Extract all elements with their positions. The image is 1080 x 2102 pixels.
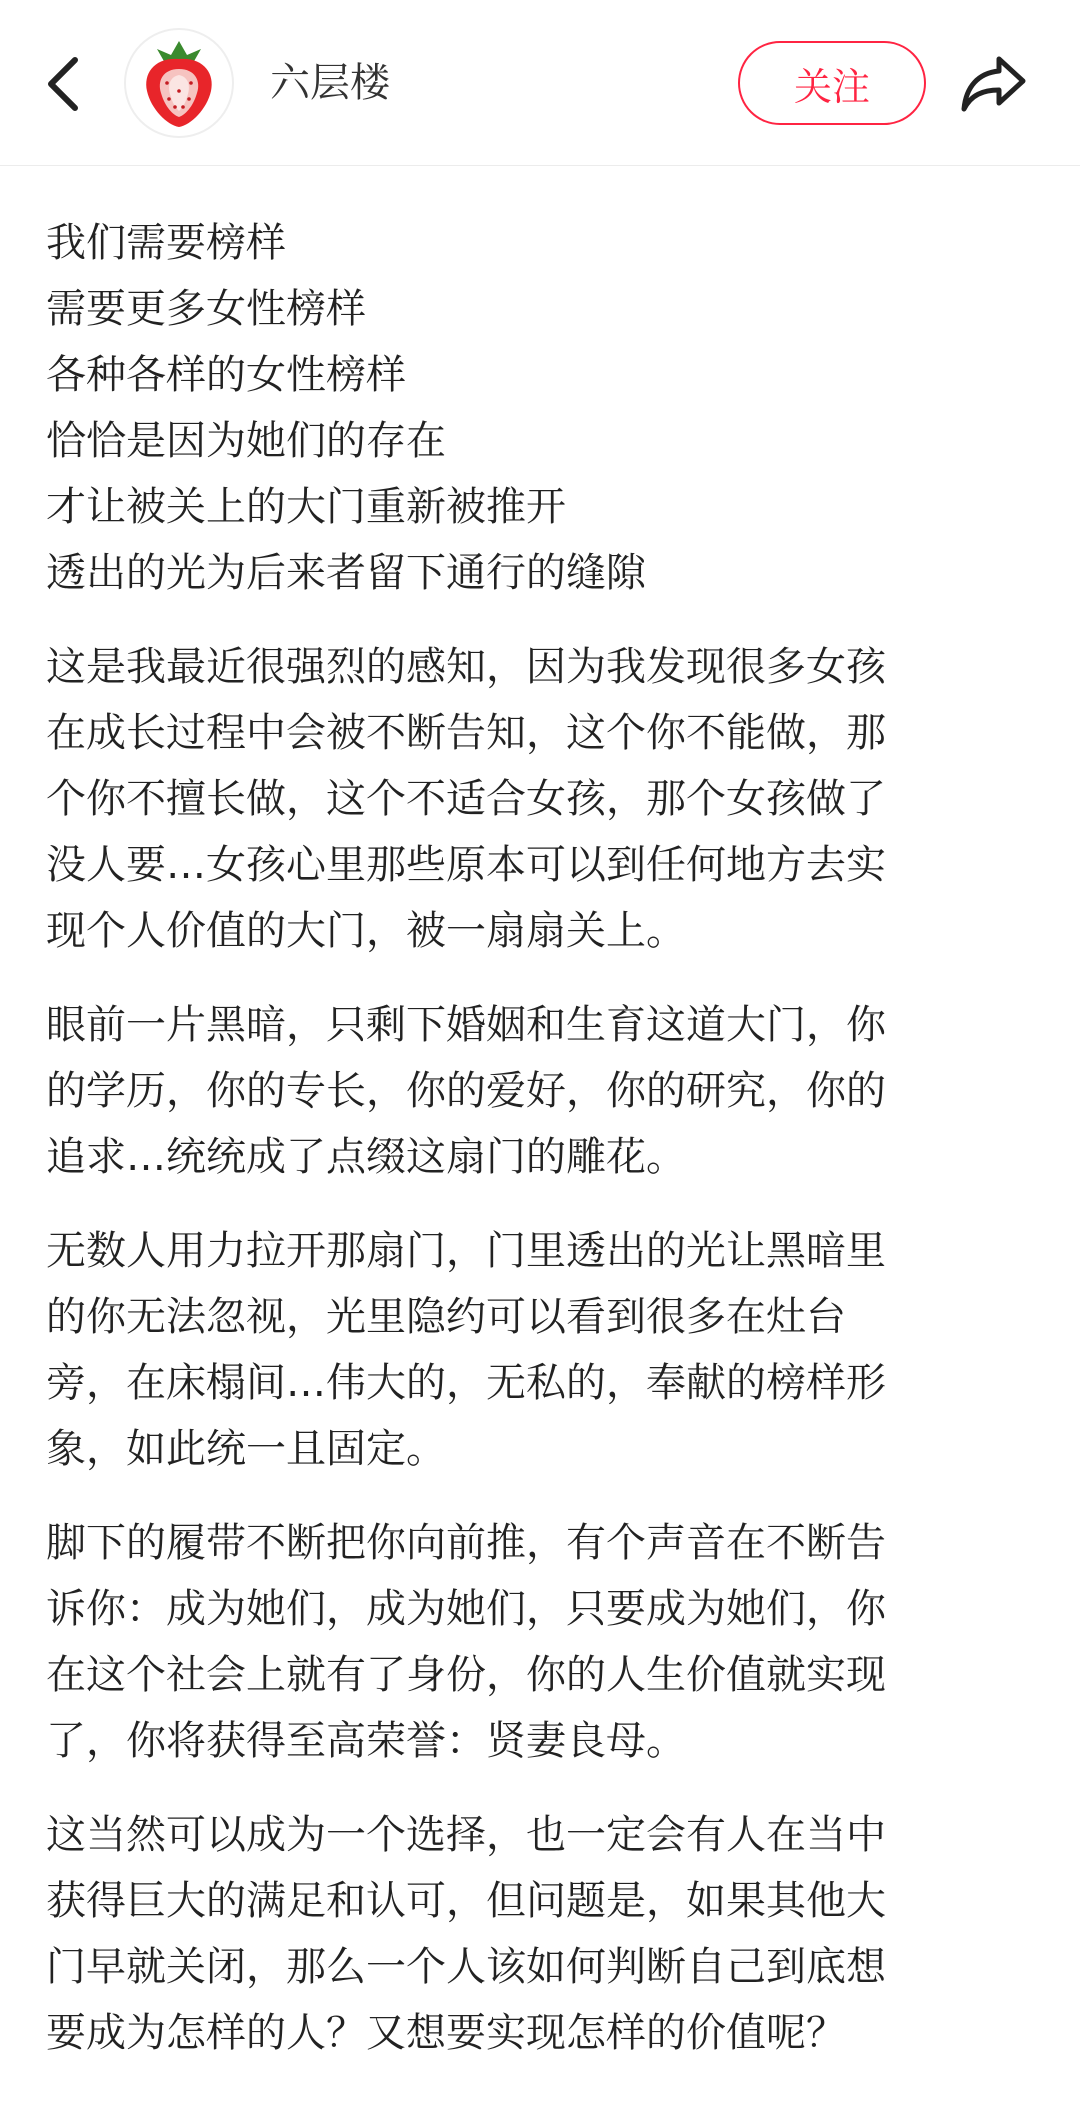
text-line: 这是我最近很强烈的感知，因为我发现很多女孩 [46, 644, 886, 690]
text-line: 的你无法忽视，光里隐约可以看到很多在灶台 [46, 1294, 846, 1340]
text-line: 现个人价值的大门，被一扇扇关上。 [46, 908, 686, 954]
text-line: 诉你：成为她们，成为她们，只要成为她们，你 [46, 1586, 886, 1632]
follow-button[interactable]: 关注 [738, 41, 926, 125]
text-line: 在这个社会上就有了身份，你的人生价值就实现 [46, 1652, 886, 1698]
text-line: 才让被关上的大门重新被推开 [46, 484, 566, 530]
text-line: 无数人用力拉开那扇门，门里透出的光让黑暗里 [46, 1228, 886, 1274]
avatar[interactable] [124, 28, 234, 138]
text-line: 追求…统统成了点缀这扇门的雕花。 [46, 1134, 686, 1180]
text-line: 个你不擅长做，这个不适合女孩，那个女孩做了 [46, 776, 886, 822]
text-line: 旁，在床榻间…伟大的，无私的，奉献的榜样形 [46, 1360, 886, 1406]
text-line: 需要更多女性榜样 [46, 286, 366, 332]
share-button[interactable] [952, 44, 1036, 124]
paragraph [46, 1218, 1046, 1482]
paragraph [46, 992, 1046, 1190]
text-line: 没人要…女孩心里那些原本可以到任何地方去实 [46, 842, 886, 888]
post-content [46, 210, 1046, 2094]
text-line: 了，你将获得至高荣誉：贤妻良母。 [46, 1718, 686, 1764]
strawberry-icon [139, 35, 219, 131]
paragraph [46, 1802, 1046, 2066]
text-line: 眼前一片黑暗，只剩下婚姻和生育这道大门，你 [46, 1002, 886, 1048]
text-line: 门早就关闭，那么一个人该如何判断自己到底想 [46, 1944, 886, 1990]
text-line: 脚下的履带不断把你向前推，有个声音在不断告 [46, 1520, 886, 1566]
paragraph [46, 634, 1046, 964]
share-arrow-icon [959, 53, 1029, 115]
back-button[interactable] [28, 40, 98, 128]
paragraph [46, 210, 1046, 606]
text-line: 的学历，你的专长，你的爱好，你的研究，你的 [46, 1068, 886, 1114]
top-bar [0, 0, 1080, 166]
text-line: 要成为怎样的人？又想要实现怎样的价值呢？ [46, 2010, 846, 2056]
paragraph [46, 1510, 1046, 1774]
text-line: 透出的光为后来者留下通行的缝隙 [46, 550, 646, 596]
text-line: 这当然可以成为一个选择，也一定会有人在当中 [46, 1812, 886, 1858]
author-name[interactable]: 六层楼 [270, 60, 390, 106]
text-line: 我们需要榜样 [46, 220, 286, 266]
chevron-left-icon [43, 54, 83, 114]
text-line: 各种各样的女性榜样 [46, 352, 406, 398]
text-line: 在成长过程中会被不断告知，这个你不能做，那 [46, 710, 886, 756]
text-line: 恰恰是因为她们的存在 [46, 418, 446, 464]
text-line: 象，如此统一且固定。 [46, 1426, 446, 1472]
text-line: 获得巨大的满足和认可，但问题是，如果其他大 [46, 1878, 886, 1924]
